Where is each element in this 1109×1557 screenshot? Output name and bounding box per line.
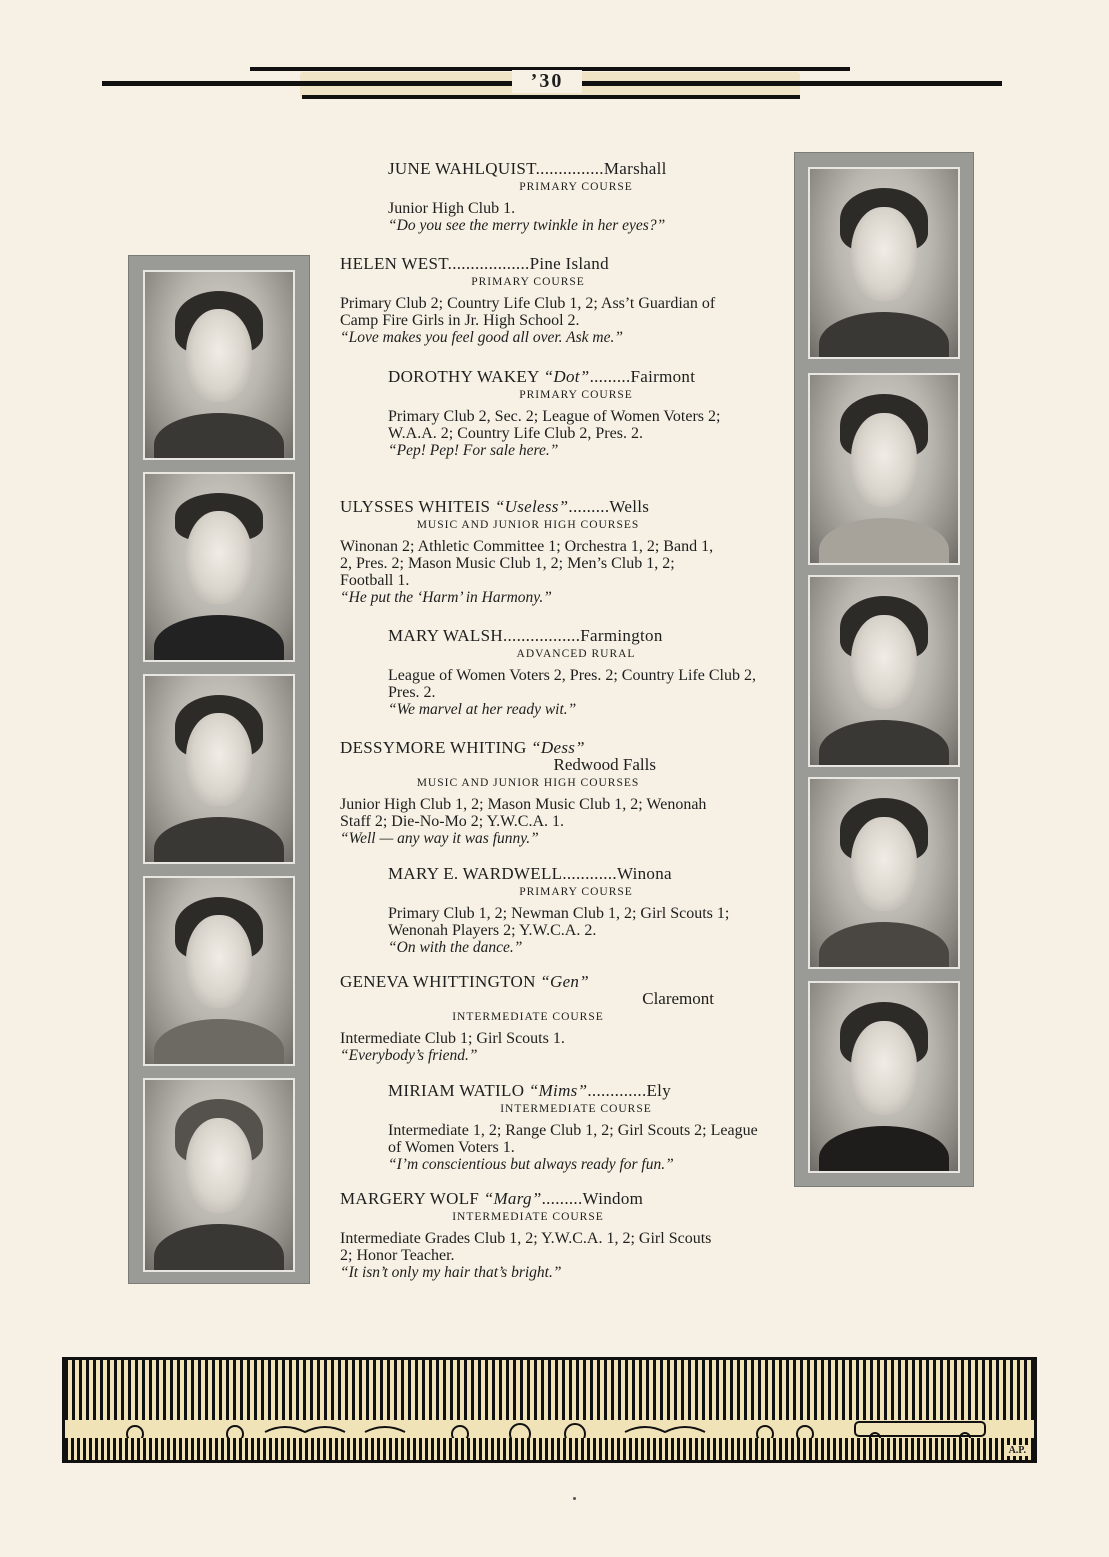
horse-icon: [265, 1427, 345, 1432]
activities: Intermediate Club 1; Girl Scouts 1.: [340, 1030, 565, 1047]
entry-margery-wolf: [340, 1190, 716, 1281]
portrait-geneva-whittington: [143, 876, 295, 1066]
quote: “He put the ‘Harm’ in Harmony.”: [340, 589, 552, 606]
quote: “Do you see the merry twinkle in her eyes?”: [388, 217, 666, 234]
leader-dots: ............: [562, 864, 617, 883]
course: INTERMEDIATE COURSE: [500, 1103, 652, 1115]
course: PRIMARY COURSE: [471, 276, 585, 288]
banner-stripes-top: [65, 1360, 1034, 1420]
course: MUSIC AND JUNIOR HIGH COURSES: [416, 519, 640, 531]
leader-dots: .............: [587, 1081, 647, 1100]
quote: “We marvel at her ready wit.”: [388, 701, 577, 718]
activities: Winonan 2; Athletic Committee 1; Orchestra 1, 2; Band 1, 2, Pres. 2; Mason Music Club 1, 2; Men’s Club 1, 2; Football 1.: [340, 538, 714, 589]
nickname: “Marg”: [483, 1189, 542, 1208]
hometown: Wells: [609, 497, 650, 516]
activities: League of Women Voters 2, Pres. 2; Country Life Club 2, Pres. 2.: [388, 667, 756, 701]
nickname: “Gen”: [540, 972, 589, 991]
horse-icon: [625, 1427, 705, 1432]
course: INTERMEDIATE COURSE: [452, 1011, 604, 1023]
activities: Primary Club 2; Country Life Club 1, 2; Ass’t Guardian of Camp Fire Girls in Jr. High School 2.: [340, 295, 716, 329]
leader-dots: ...............: [535, 159, 604, 178]
hometown: Pine Island: [529, 254, 609, 273]
student-name: MIRIAM WATILO: [388, 1081, 525, 1100]
course: PRIMARY COURSE: [519, 389, 633, 401]
entry-mary-e-wardwell: [388, 865, 764, 956]
course: INTERMEDIATE COURSE: [452, 1211, 604, 1223]
student-name: ULYSSES WHITEIS: [340, 497, 491, 516]
artist-initials: A.P.: [1008, 1445, 1026, 1456]
quote: “Love makes you feel good all over. Ask me.”: [340, 329, 623, 346]
student-name: MARY E. WARDWELL: [388, 864, 563, 883]
hometown: Fairmont: [630, 367, 696, 386]
entry-ulysses-whiteis: [340, 498, 716, 606]
portrait-miriam-watilo: [808, 981, 960, 1173]
entry-dorothy-wakey: [388, 368, 764, 459]
leader-dots: ..................: [447, 254, 530, 273]
student-name: DOROTHY WAKEY: [388, 367, 540, 386]
nickname: “Useless”: [494, 497, 569, 516]
student-name: JUNE WAHLQUIST: [388, 159, 536, 178]
student-name: MARGERY WOLF: [340, 1189, 480, 1208]
portrait-june-wahlquist: [808, 167, 960, 359]
quote: “On with the dance.”: [388, 939, 523, 956]
quote: “Well — any way it was funny.”: [340, 830, 539, 847]
student-name: GENEVA WHITTINGTON: [340, 972, 536, 991]
course: PRIMARY COURSE: [519, 886, 633, 898]
left-photo-strip: [128, 255, 310, 1284]
portrait-ulysses-whiteis: [143, 472, 295, 662]
hometown: Claremont: [642, 989, 714, 1008]
entry-geneva-whittington: [340, 973, 716, 1064]
entry-miriam-watilo: [388, 1082, 764, 1173]
hometown: Windom: [582, 1189, 644, 1208]
hometown: Winona: [616, 864, 672, 883]
nickname: “Mims”: [528, 1081, 588, 1100]
student-name: DESSYMORE WHITING: [340, 738, 527, 757]
nickname: “Dot”: [543, 367, 590, 386]
hometown: Redwood Falls: [553, 755, 656, 774]
activities: Intermediate 1, 2; Range Club 1, 2; Girl Scouts 2; League of Women Voters 1.: [388, 1122, 758, 1156]
leader-dots: .........: [589, 367, 631, 386]
quote: “Pep! Pep! For sale here.”: [388, 442, 559, 459]
leader-dots: .........: [541, 1189, 583, 1208]
student-name: HELEN WEST: [340, 254, 448, 273]
leader-dots: .................: [502, 626, 581, 645]
leader-dots: .........: [568, 497, 610, 516]
year-label: ’30: [512, 70, 582, 93]
right-photo-strip: [794, 152, 974, 1187]
portrait-helen-west: [143, 270, 295, 460]
decorative-banner: [62, 1357, 1037, 1463]
entry-helen-west: [340, 255, 716, 346]
quote: “Everybody’s friend.”: [340, 1047, 478, 1064]
activities: Primary Club 1, 2; Newman Club 1, 2; Girl Scouts 1; Wenonah Players 2; Y.W.C.A. 2.: [388, 905, 730, 939]
entry-june-wahlquist: [388, 160, 764, 234]
header-rule-bottom: [302, 95, 800, 99]
activities: Junior High Club 1, 2; Mason Music Club 1, 2; Wenonah Staff 2; Die-No-Mo 2; Y.W.C.A. 1.: [340, 796, 707, 830]
entry-dessymore-whiting: [340, 739, 716, 847]
hometown: Farmington: [580, 626, 663, 645]
page-speck: [573, 1497, 576, 1500]
portrait-margery-wolf: [143, 1078, 295, 1272]
portrait-dorothy-wakey: [808, 373, 960, 565]
page-header: [0, 0, 1109, 110]
nickname: “Dess”: [531, 738, 585, 757]
entry-mary-walsh: [388, 627, 764, 718]
quote: “I’m conscientious but always ready for fun.”: [388, 1156, 674, 1173]
course: ADVANCED RURAL: [516, 648, 636, 660]
portrait-dessymore-whiting: [143, 674, 295, 864]
horse-icon: [365, 1427, 405, 1432]
activities: Primary Club 2, Sec. 2; League of Women Voters 2; W.A.A. 2; Country Life Club 2, Pres. 2.: [388, 408, 721, 442]
course: PRIMARY COURSE: [519, 181, 633, 193]
hometown: Marshall: [603, 159, 667, 178]
activities: Junior High Club 1.: [388, 200, 516, 217]
activities: Intermediate Grades Club 1, 2; Y.W.C.A. 1, 2; Girl Scouts 2; Honor Teacher.: [340, 1230, 712, 1264]
student-name: MARY WALSH: [388, 626, 503, 645]
portrait-mary-e-wardwell: [808, 777, 960, 969]
course: MUSIC AND JUNIOR HIGH COURSES: [416, 777, 640, 789]
hometown: Ely: [646, 1081, 672, 1100]
portrait-mary-walsh: [808, 575, 960, 767]
banner-stripes-bottom: [65, 1438, 1034, 1460]
quote: “It isn’t only my hair that’s bright.”: [340, 1264, 562, 1281]
